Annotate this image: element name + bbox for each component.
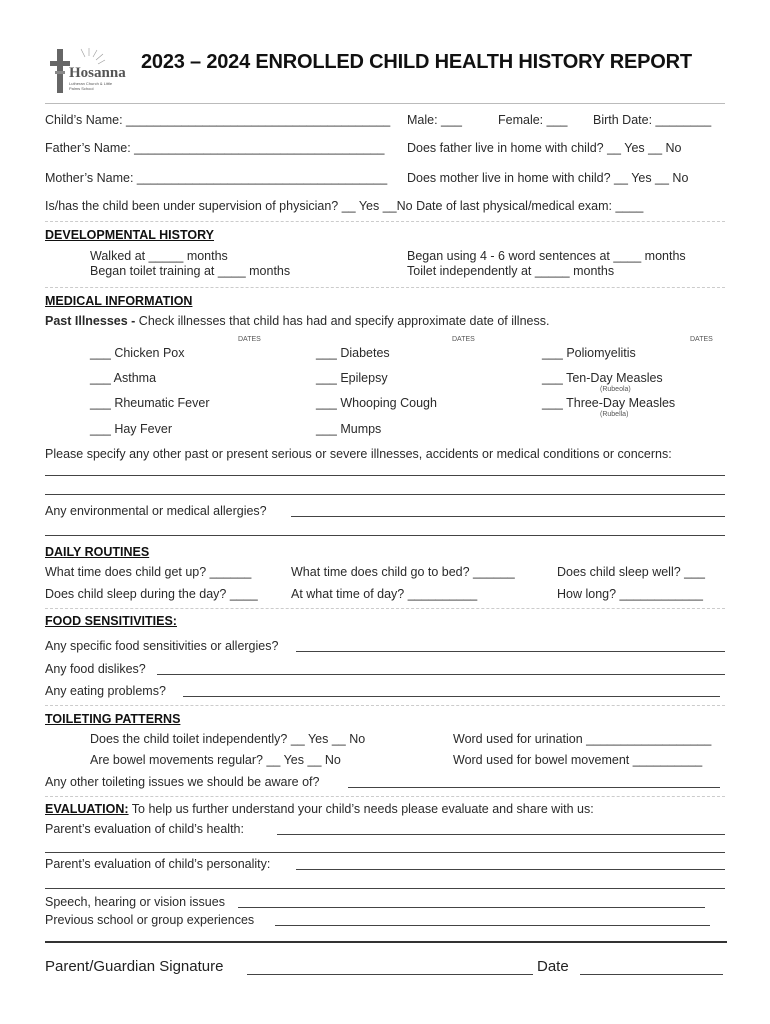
- nap-length-field[interactable]: How long? ____________: [557, 587, 703, 601]
- toilet-independent-question[interactable]: Does the child toilet independently? __ Yes __ No: [90, 732, 366, 746]
- logo-subtitle: Lutheran Church & Little Palms School: [69, 81, 113, 91]
- personality-eval-line-2[interactable]: [45, 888, 725, 889]
- evaluation-line: [45, 802, 594, 816]
- daily-routines-header: DAILY ROUTINES: [45, 545, 150, 559]
- toilet-independent-field[interactable]: Toilet independently at _____ months: [407, 264, 615, 278]
- illness-rheumatic-fever[interactable]: ___ Rheumatic Fever: [90, 396, 210, 410]
- father-name-field[interactable]: Father’s Name: ____________________________________: [45, 141, 385, 155]
- rubella-note: (Rubella): [600, 411, 629, 418]
- developmental-header: DEVELOPMENTAL HISTORY: [45, 228, 215, 242]
- health-eval-line-1[interactable]: [277, 834, 725, 835]
- illness-diabetes[interactable]: ___ Diabetes: [316, 346, 390, 360]
- nap-time-field[interactable]: At what time of day? __________: [291, 587, 478, 601]
- signature-line[interactable]: [247, 974, 533, 975]
- toileting-issues-line[interactable]: [348, 787, 720, 788]
- food-sensitivities-label: Any specific food sensitivities or allergies?: [45, 639, 279, 653]
- signature-divider: [45, 941, 727, 943]
- illness-three-day-measles[interactable]: ___ Three-Day Measles: [542, 396, 676, 410]
- past-illnesses-line: [45, 314, 549, 328]
- allergies-line-2[interactable]: [45, 535, 725, 536]
- illness-ten-day-measles[interactable]: ___ Ten-Day Measles: [542, 371, 663, 385]
- speech-issues-label: Speech, hearing or vision issues: [45, 895, 225, 909]
- bowel-regular-question[interactable]: Are bowel movements regular? __ Yes __ No: [90, 753, 341, 767]
- food-dislikes-label: Any food dislikes?: [45, 662, 146, 676]
- section-divider: [45, 287, 725, 288]
- illness-asthma[interactable]: ___ Asthma: [90, 371, 157, 385]
- section-divider: [45, 796, 725, 797]
- personality-eval-label: Parent’s evaluation of child’s personality:: [45, 857, 271, 871]
- personality-eval-line-1[interactable]: [296, 869, 725, 870]
- get-up-field[interactable]: What time does child get up? ______: [45, 565, 252, 579]
- toileting-issues-label: Any other toileting issues we should be aware of?: [45, 775, 320, 789]
- rubeola-note: (Rubeola): [600, 386, 631, 393]
- food-header: FOOD SENSITIVITIES:: [45, 614, 177, 628]
- past-illnesses-label: Past Illnesses -: [45, 314, 136, 328]
- sleep-well-field[interactable]: Does child sleep well? ___: [557, 565, 706, 579]
- birth-date-field[interactable]: Birth Date: ________: [593, 113, 712, 127]
- other-conditions-label: Please specify any other past or present serious or severe illnesses, accidents or medical conditions or concerns:: [45, 447, 672, 461]
- walked-field[interactable]: Walked at _____ months: [90, 249, 228, 263]
- food-dislikes-line[interactable]: [157, 674, 725, 675]
- other-conditions-line-2[interactable]: [45, 494, 725, 495]
- urination-word-field[interactable]: Word used for urination __________________: [453, 732, 712, 746]
- speech-issues-line[interactable]: [238, 907, 705, 908]
- dates-label-2: DATES: [452, 336, 475, 343]
- previous-school-label: Previous school or group experiences: [45, 913, 255, 927]
- bed-time-field[interactable]: What time does child go to bed? ______: [291, 565, 515, 579]
- date-line[interactable]: [580, 974, 723, 975]
- logo-name: Hosanna: [69, 65, 126, 81]
- dates-label-3: DATES: [690, 336, 713, 343]
- allergies-label: Any environmental or medical allergies?: [45, 504, 267, 518]
- illness-mumps[interactable]: ___ Mumps: [316, 422, 382, 436]
- male-field[interactable]: Male: ___: [407, 113, 462, 127]
- mother-name-field[interactable]: Mother’s Name: ____________________________________: [45, 171, 388, 185]
- child-name-field[interactable]: Child’s Name: ______________________________________: [45, 113, 391, 127]
- evaluation-header: EVALUATION:: [45, 802, 129, 816]
- illness-epilepsy[interactable]: ___ Epilepsy: [316, 371, 388, 385]
- section-divider: [45, 221, 725, 222]
- illness-whooping-cough[interactable]: ___ Whooping Cough: [316, 396, 437, 410]
- page-title: 2023 – 2024 ENROLLED CHILD HEALTH HISTORY REPORT: [141, 51, 692, 73]
- physician-field[interactable]: Is/has the child been under supervision of physician? __ Yes __No Date of last physical/medical exam: ____: [45, 199, 644, 213]
- section-divider: [45, 705, 725, 706]
- evaluation-intro: To help us further understand your child’s needs please evaluate and share with us:: [128, 802, 594, 816]
- medical-header: MEDICAL INFORMATION: [45, 294, 193, 308]
- dates-label-1: DATES: [238, 336, 261, 343]
- illness-poliomyelitis[interactable]: ___ Poliomyelitis: [542, 346, 636, 360]
- school-logo: [47, 47, 127, 97]
- previous-school-line[interactable]: [275, 925, 710, 926]
- bowel-word-field[interactable]: Word used for bowel movement __________: [453, 753, 703, 767]
- past-illnesses-text: Check illnesses that child has had and specify approximate date of illness.: [135, 314, 550, 328]
- allergies-line-1[interactable]: [291, 516, 725, 517]
- eating-problems-label: Any eating problems?: [45, 684, 166, 698]
- sentences-field[interactable]: Began using 4 - 6 word sentences at ____ months: [407, 249, 686, 263]
- other-conditions-line-1[interactable]: [45, 475, 725, 476]
- section-divider: [45, 608, 725, 609]
- title-divider: [45, 103, 725, 104]
- toilet-training-field[interactable]: Began toilet training at ____ months: [90, 264, 291, 278]
- date-label: Date: [537, 958, 569, 975]
- toileting-header: TOILETING PATTERNS: [45, 712, 181, 726]
- health-eval-line-2[interactable]: [45, 852, 725, 853]
- illness-hay-fever[interactable]: ___ Hay Fever: [90, 422, 172, 436]
- food-sensitivities-line[interactable]: [296, 651, 725, 652]
- father-home-field[interactable]: Does father live in home with child? __ Yes __ No: [407, 141, 682, 155]
- illness-chicken-pox[interactable]: ___ Chicken Pox: [90, 346, 185, 360]
- female-field[interactable]: Female: ___: [498, 113, 568, 127]
- health-eval-label: Parent’s evaluation of child’s health:: [45, 822, 244, 836]
- mother-home-field[interactable]: Does mother live in home with child? __ Yes __ No: [407, 171, 689, 185]
- sleep-day-field[interactable]: Does child sleep during the day? ____: [45, 587, 258, 601]
- signature-label: Parent/Guardian Signature: [45, 958, 224, 975]
- eating-problems-line[interactable]: [183, 696, 720, 697]
